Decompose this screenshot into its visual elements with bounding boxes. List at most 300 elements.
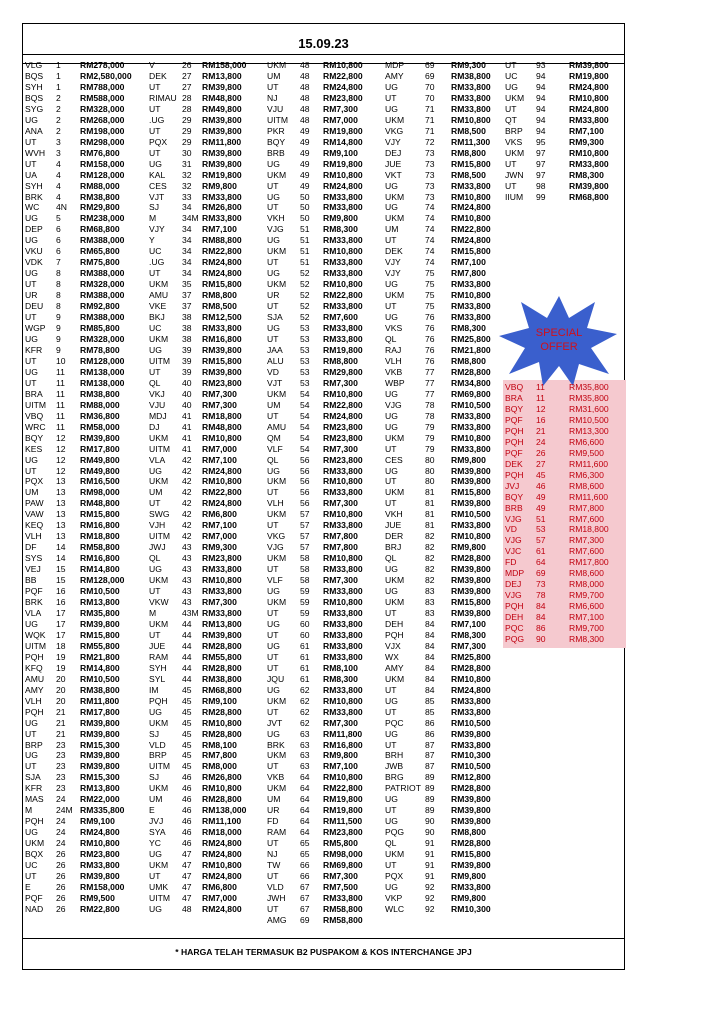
- plate-number: 81: [425, 487, 435, 498]
- plate-prefix: VLA: [25, 608, 42, 618]
- offer-plate-number: 21: [536, 425, 546, 436]
- offer-plate-prefix: BQY: [505, 403, 524, 414]
- plate-prefix: RAM: [149, 651, 169, 662]
- offer-plate-prefix: PQH: [505, 436, 524, 447]
- plate-price: RM788,000: [80, 81, 125, 92]
- plate-price: RM10,800: [323, 772, 363, 783]
- plate-number: 20: [56, 684, 66, 695]
- plate-price: RM7,100: [451, 257, 486, 268]
- plate-price: RM24,800: [202, 849, 242, 860]
- plate-price: RM39,800: [451, 465, 491, 476]
- plate-prefix: VJY: [385, 257, 401, 268]
- plate-prefix: DEK: [385, 246, 403, 257]
- plate-number: 46: [182, 794, 192, 805]
- plate-number: 12: [56, 432, 66, 443]
- plate-prefix: JUE: [385, 158, 402, 169]
- plate-prefix: E: [25, 882, 31, 892]
- plate-prefix: VLA: [149, 454, 166, 465]
- plate-prefix: DJ: [149, 421, 160, 432]
- offer-plate-prefix: BRB: [505, 502, 523, 513]
- plate-number: 53: [300, 344, 310, 355]
- plate-number: 20: [56, 673, 66, 684]
- plate-prefix: VKB: [267, 772, 285, 783]
- plate-number: 83: [425, 608, 435, 618]
- plate-prefix: VBQ: [25, 410, 44, 421]
- plate-price: RM128,000: [80, 575, 125, 586]
- offer-plate-prefix: PQG: [505, 634, 525, 645]
- plate-price: RM9,800: [323, 213, 358, 224]
- plate-number: 99: [536, 191, 546, 202]
- plate-price: RM33,800: [323, 640, 363, 651]
- plate-price: RM17,800: [80, 706, 120, 717]
- plate-number: 52: [300, 290, 310, 301]
- plate-price: RM7,500: [323, 882, 358, 892]
- plate-number: 64: [300, 816, 310, 827]
- plate-number: 54: [300, 432, 310, 443]
- plate-price: RM33,800: [569, 114, 609, 125]
- plate-prefix: BQS: [25, 70, 44, 81]
- plate-prefix: UG: [267, 465, 280, 476]
- plate-number: 86: [425, 717, 435, 728]
- plate-prefix: UG: [385, 202, 398, 213]
- plate-prefix: UKM: [385, 114, 405, 125]
- plate-number: 84: [425, 684, 435, 695]
- plate-price: RM2,580,000: [80, 70, 132, 81]
- plate-number: 56: [300, 498, 310, 509]
- plate-number: 24: [56, 827, 66, 838]
- plate-prefix: UKM: [267, 169, 287, 180]
- plate-prefix: UG: [267, 684, 280, 695]
- plate-price: RM48,800: [80, 498, 120, 509]
- plate-price: RM39,800: [202, 344, 242, 355]
- plate-prefix: SJ: [149, 728, 160, 739]
- plate-price: RM9,300: [569, 136, 604, 147]
- plate-number: 54: [300, 443, 310, 454]
- plate-prefix: UKM: [267, 695, 287, 706]
- plate-number: 83: [425, 586, 435, 597]
- plate-prefix: UG: [385, 103, 398, 114]
- plate-price: RM24,800: [202, 498, 242, 509]
- plate-prefix: UG: [25, 717, 38, 728]
- plate-price: RM33,800: [323, 520, 363, 531]
- plate-price: RM28,800: [451, 783, 491, 794]
- plate-number: 18: [56, 640, 66, 651]
- plate-price: RM25,800: [451, 334, 491, 344]
- plate-number: 24: [56, 816, 66, 827]
- plate-prefix: RAJ: [385, 344, 402, 355]
- plate-number: 75: [425, 290, 435, 301]
- plate-prefix: UG: [505, 81, 518, 92]
- plate-price: RM335,800: [80, 805, 125, 816]
- offer-plate-number: 27: [536, 458, 546, 469]
- plate-price: RM15,800: [451, 246, 491, 257]
- plate-number: 29: [182, 136, 192, 147]
- plate-prefix: BQY: [25, 432, 44, 443]
- plate-number: 94: [536, 81, 546, 92]
- plate-prefix: UM: [385, 224, 399, 235]
- plate-price: RM388,000: [80, 312, 125, 323]
- plate-prefix: DEK: [149, 70, 167, 81]
- plate-prefix: UT: [149, 268, 161, 279]
- plate-prefix: UG: [149, 849, 162, 860]
- plate-price: RM58,800: [323, 914, 363, 925]
- offer-plate-number: 45: [536, 469, 546, 480]
- plate-number: 26: [182, 60, 192, 70]
- plate-price: RM28,800: [451, 838, 491, 849]
- plate-prefix: DF: [25, 542, 37, 553]
- plate-prefix: UM: [149, 487, 163, 498]
- plate-price: RM33,800: [323, 268, 363, 279]
- plate-prefix: UG: [385, 816, 398, 827]
- plate-price: RM39,800: [451, 728, 491, 739]
- plate-number: 44: [182, 640, 192, 651]
- plate-number: 63: [300, 728, 310, 739]
- plate-number: 63: [300, 750, 310, 761]
- plate-price: RM24,800: [202, 838, 242, 849]
- plate-prefix: JVJ: [149, 816, 164, 827]
- plate-price: RM24,800: [451, 235, 491, 246]
- plate-number: 49: [300, 169, 310, 180]
- plate-prefix: VLH: [25, 531, 42, 542]
- plate-price: RM78,800: [80, 344, 120, 355]
- plate-number: 62: [300, 717, 310, 728]
- plate-prefix: UKM: [385, 213, 405, 224]
- plate-number: 45: [182, 684, 192, 695]
- plate-price: RM8,000: [202, 761, 237, 772]
- plate-price: RM39,800: [80, 761, 120, 772]
- plate-number: 54: [300, 421, 310, 432]
- plate-prefix: UT: [149, 366, 161, 377]
- plate-prefix: SYS: [25, 553, 43, 564]
- plate-number: 37: [182, 290, 192, 301]
- plate-number: 64: [300, 783, 310, 794]
- plate-prefix: VLD: [267, 882, 284, 892]
- plate-number: 34: [182, 268, 192, 279]
- plate-number: 41: [182, 443, 192, 454]
- plate-price: RM48,800: [202, 421, 242, 432]
- plate-number: 64: [300, 805, 310, 816]
- offer-plate-price: RM35,800: [569, 382, 609, 392]
- plate-price: RM11,800: [80, 695, 120, 706]
- plate-price: RM10,800: [323, 60, 363, 70]
- offer-plate-price: RM35,800: [569, 392, 609, 403]
- plate-prefix: BRK: [267, 739, 285, 750]
- plate-prefix: VLD: [149, 739, 166, 750]
- plate-prefix: UKM: [385, 290, 405, 301]
- plate-number: 32: [182, 180, 192, 191]
- plate-number: 64: [300, 794, 310, 805]
- plate-number: 57: [300, 509, 310, 520]
- plate-price: RM33,800: [451, 695, 491, 706]
- plate-prefix: UKM: [149, 860, 169, 871]
- plate-price: RM36,800: [80, 410, 120, 421]
- plate-number: 80: [425, 454, 435, 465]
- plate-price: RM24,800: [202, 268, 242, 279]
- plate-number: 87: [425, 761, 435, 772]
- plate-price: RM328,000: [80, 279, 125, 290]
- plate-prefix: UITM: [149, 531, 171, 542]
- plate-price: RM8,500: [202, 301, 237, 312]
- plate-price: RM15,800: [202, 279, 242, 290]
- plate-prefix: UT: [267, 301, 279, 312]
- plate-number: 23: [56, 761, 66, 772]
- plate-prefix: JUE: [385, 520, 402, 531]
- plate-prefix: UKM: [267, 60, 287, 70]
- plate-number: 74: [425, 235, 435, 246]
- offer-plate-prefix: VJG: [505, 590, 522, 601]
- plate-number: 34: [182, 202, 192, 213]
- plate-number: 94: [536, 70, 546, 81]
- plate-number: 60: [300, 629, 310, 640]
- plate-number: 41: [182, 421, 192, 432]
- plate-number: 51: [300, 235, 310, 246]
- plate-prefix: UG: [267, 191, 280, 202]
- plate-number: 79: [425, 421, 435, 432]
- plate-price: RM76,800: [80, 147, 120, 158]
- plate-price: RM24,800: [451, 684, 491, 695]
- plate-prefix: UKM: [505, 147, 525, 158]
- plate-price: RM39,800: [569, 60, 609, 70]
- plate-price: RM7,000: [202, 531, 237, 542]
- plate-price: RM33,800: [451, 739, 491, 750]
- plate-price: RM33,800: [323, 257, 363, 268]
- plate-price: RM24,800: [202, 465, 242, 476]
- plate-prefix: SYG: [25, 103, 44, 114]
- plate-number: 11: [56, 377, 65, 388]
- plate-prefix: UT: [149, 125, 161, 136]
- plate-price: RM9,800: [323, 750, 358, 761]
- plate-prefix: UKM: [267, 597, 287, 608]
- plate-number: 67: [300, 892, 310, 903]
- plate-prefix: PQH: [25, 706, 44, 717]
- plate-price: RM23,800: [202, 377, 242, 388]
- plate-number: 16: [56, 597, 66, 608]
- plate-price: RM92,800: [80, 301, 120, 312]
- plate-number: 62: [300, 684, 310, 695]
- plate-prefix: JAA: [267, 344, 283, 355]
- plate-prefix: QM: [267, 432, 281, 443]
- plate-prefix: VKW: [149, 597, 169, 608]
- plate-number: 3: [56, 136, 61, 147]
- plate-number: 91: [425, 871, 435, 882]
- plate-number: 2: [56, 125, 61, 136]
- offer-plate-prefix: VJG: [505, 535, 522, 546]
- plate-number: 46: [182, 827, 192, 838]
- plate-price: RM278,000: [80, 60, 125, 70]
- plate-price: RM10,800: [323, 509, 363, 520]
- plate-price: RM12,500: [202, 312, 242, 323]
- offer-plate-price: RM9,700: [569, 623, 604, 634]
- plate-number: 84: [425, 640, 435, 651]
- plate-price: RM298,000: [80, 136, 125, 147]
- plate-number: 38: [182, 334, 192, 344]
- plate-number: 23: [56, 739, 66, 750]
- plate-price: RM16,800: [202, 334, 242, 344]
- offer-plate-prefix: PQF: [505, 414, 523, 425]
- plate-number: 92: [425, 892, 435, 903]
- plate-number: 28: [182, 92, 192, 103]
- plate-number: 13: [56, 487, 66, 498]
- plate-price: RM24,800: [202, 871, 242, 882]
- plate-number: 48: [300, 70, 310, 81]
- plate-price: RM33,800: [323, 465, 363, 476]
- plate-price: RM138,000: [80, 366, 125, 377]
- plate-prefix: PQX: [149, 136, 168, 147]
- plate-number: 71: [425, 125, 435, 136]
- plate-number: 58: [300, 553, 310, 564]
- plate-price: RM10,800: [323, 279, 363, 290]
- plate-prefix: UITM: [149, 355, 171, 366]
- plate-number: 26: [56, 892, 66, 903]
- plate-price: RM8,300: [451, 629, 486, 640]
- plate-prefix: UR: [25, 290, 38, 301]
- plate-number: 76: [425, 323, 435, 334]
- plate-number: 6: [56, 224, 61, 235]
- plate-price: RM33,800: [202, 586, 242, 597]
- plate-price: RM38,800: [80, 191, 120, 202]
- plate-prefix: UT: [267, 202, 279, 213]
- plate-price: RM5,800: [323, 838, 358, 849]
- sheet-date-title: 15.09.23: [298, 36, 349, 51]
- plate-number: 19: [56, 662, 66, 673]
- plate-prefix: UKM: [267, 509, 287, 520]
- plate-prefix: SJA: [267, 312, 283, 323]
- plate-number: 52: [300, 301, 310, 312]
- plate-number: 82: [425, 542, 435, 553]
- offer-plate-prefix: PQH: [505, 425, 524, 436]
- plate-price: RM9,800: [451, 542, 486, 553]
- plate-prefix: DEH: [385, 618, 404, 629]
- plate-number: 33: [182, 191, 192, 202]
- plate-price: RM13,800: [202, 618, 242, 629]
- plate-number: 26: [56, 871, 66, 882]
- plate-price: RM6,800: [202, 509, 237, 520]
- plate-prefix: UM: [267, 70, 281, 81]
- plate-price: RM39,800: [451, 575, 491, 586]
- offer-plate-prefix: DEH: [505, 612, 524, 623]
- plate-price: RM58,800: [80, 542, 120, 553]
- plate-price: RM10,800: [323, 476, 363, 487]
- plate-number: 97: [536, 158, 546, 169]
- plate-prefix: UC: [25, 860, 38, 871]
- plate-price: RM16,800: [80, 520, 120, 531]
- plate-number: 51: [300, 224, 310, 235]
- plate-number: 86: [425, 728, 435, 739]
- plate-number: 48: [182, 903, 192, 914]
- plate-number: 53: [300, 377, 310, 388]
- plate-prefix: UG: [385, 410, 398, 421]
- plate-prefix: WVH: [25, 147, 46, 158]
- plate-price: RM128,000: [80, 355, 125, 366]
- offer-plate-prefix: VBQ: [505, 382, 524, 392]
- plate-number: 12: [56, 454, 66, 465]
- plate-prefix: UC: [149, 246, 162, 257]
- plate-prefix: UITM: [149, 443, 171, 454]
- plate-number: 49: [300, 158, 310, 169]
- plate-prefix: UT: [505, 158, 517, 169]
- plate-prefix: UG: [385, 81, 398, 92]
- plate-number: 64: [300, 772, 310, 783]
- offer-plate-price: RM7,300: [569, 535, 604, 546]
- plate-prefix: UT: [267, 180, 279, 191]
- plate-number: 58: [300, 575, 310, 586]
- plate-prefix: SYH: [149, 662, 167, 673]
- plate-price: RM10,500: [451, 761, 491, 772]
- plate-prefix: JWN: [505, 169, 524, 180]
- plate-number: 4: [56, 180, 61, 191]
- offer-plate-price: RM31,600: [569, 403, 609, 414]
- plate-prefix: UT: [25, 465, 37, 476]
- plate-price: RM29,800: [323, 366, 363, 377]
- plate-price: RM9,100: [80, 816, 115, 827]
- plate-prefix: BB: [25, 575, 37, 586]
- plate-number: 51: [300, 257, 310, 268]
- plate-number: 8: [56, 301, 61, 312]
- plate-prefix: UG: [25, 235, 38, 246]
- plate-price: RM10,800: [569, 92, 609, 103]
- plate-number: 23: [56, 750, 66, 761]
- plate-prefix: UG: [267, 640, 280, 651]
- plate-number: 56: [300, 465, 310, 476]
- plate-price: RM33,800: [323, 301, 363, 312]
- plate-number: 49: [300, 180, 310, 191]
- plate-number: 37: [182, 301, 192, 312]
- plate-number: 27: [182, 81, 192, 92]
- plate-number: 11: [56, 399, 65, 410]
- plate-prefix: UKM: [385, 191, 405, 202]
- plate-number: 9: [56, 323, 61, 334]
- plate-number: 43: [182, 553, 192, 564]
- plate-prefix: BRP: [505, 125, 523, 136]
- plate-price: RM39,800: [451, 805, 491, 816]
- plate-number: 26: [56, 849, 66, 860]
- plate-number: 73: [425, 158, 435, 169]
- offer-plate-number: 57: [536, 535, 546, 546]
- plate-number: 91: [425, 860, 435, 871]
- plate-prefix: UG: [385, 586, 398, 597]
- plate-prefix: UT: [505, 103, 517, 114]
- plate-price: RM16,800: [80, 553, 120, 564]
- plate-price: RM10,500: [80, 586, 120, 597]
- plate-price: RM10,800: [323, 388, 363, 399]
- offer-plate-number: 51: [536, 513, 546, 524]
- plate-price: RM8,300: [569, 169, 604, 180]
- plate-number: 97: [536, 169, 546, 180]
- plate-price: RM33,800: [202, 191, 242, 202]
- plate-number: 89: [425, 805, 435, 816]
- plate-price: RM10,800: [451, 531, 491, 542]
- plate-price: RM28,800: [451, 366, 491, 377]
- plate-prefix: VKG: [267, 531, 286, 542]
- plate-prefix: PQH: [25, 651, 44, 662]
- plate-number: 50: [300, 191, 310, 202]
- plate-prefix: UT: [149, 629, 161, 640]
- plate-prefix: UITM: [149, 761, 171, 772]
- plate-number: 69: [300, 914, 310, 925]
- plate-price: RM38,800: [80, 388, 120, 399]
- plate-number: 87: [425, 739, 435, 750]
- plate-number: 91: [425, 849, 435, 860]
- plate-prefix: UG: [267, 235, 280, 246]
- offer-plate-number: 61: [536, 546, 546, 557]
- plate-price: RM8,300: [323, 224, 358, 235]
- plate-number: 84: [425, 629, 435, 640]
- offer-plate-number: 53: [536, 524, 546, 535]
- plate-prefix: JWJ: [149, 542, 166, 553]
- plate-prefix: UT: [267, 629, 279, 640]
- plate-price: RM128,000: [80, 169, 125, 180]
- plate-prefix: UG: [385, 728, 398, 739]
